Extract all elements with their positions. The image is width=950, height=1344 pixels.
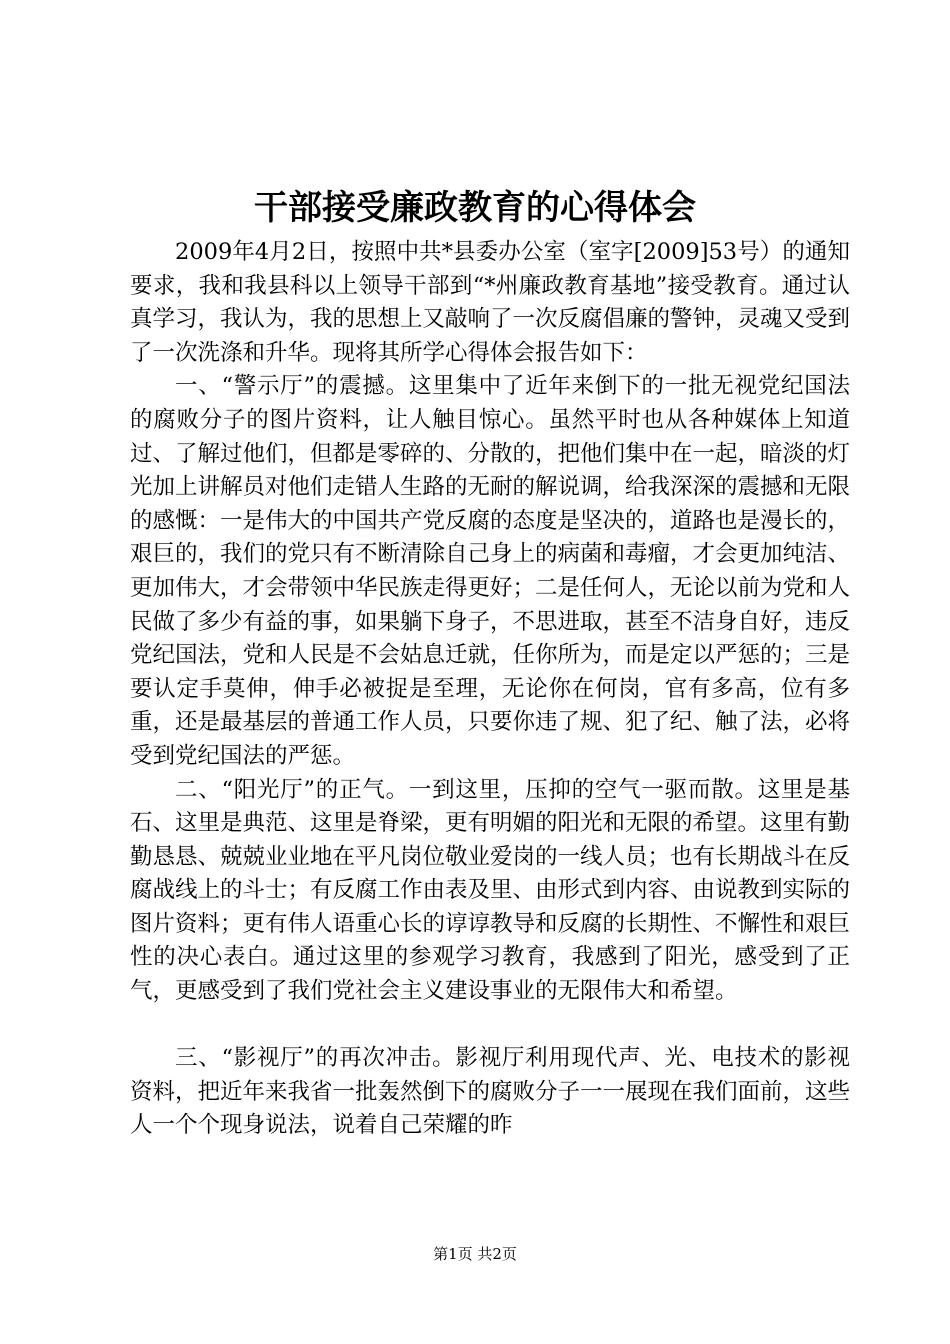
paragraph-intro: 2009年4月2日，按照中共*县委办公室（室字[2009]53号）的通知要求，我和我县科以上领导干部到“*州廉政教育基地”接受教育。通过认真学习，我认为，我的思想上又敲响了一次反腐倡廉的警钟，灵魂又受到了一次洗涤和升华。现将其所学心得体会报告如下： [130, 239, 851, 366]
paragraph-spacer [130, 1009, 850, 1043]
document-title: 干部接受廉政教育的心得体会 [254, 188, 696, 228]
paragraph-section-3: 三、“影视厅”的再次冲击。影视厅利用现代声、光、电技术的影视资料，把近年来我省一批轰然倒下的腐败分子一一展现在我们面前，这些人一个个现身说法，说着自己荣耀的昨 [130, 1045, 851, 1139]
document-body [130, 236, 850, 1143]
page-footer: 第1页 共2页 [433, 1245, 517, 1263]
paragraph-section-2: 二、“阳光厅”的正气。一到这里，压抑的空气一驱而散。这里是基石、这里是典范、这里是脊梁，更有明媚的阳光和无限的希望。这里有勤勤恳恳、兢兢业业地在平凡岗位敬业爱岗的一线人员；也有长期战斗在反腐战线上的斗士；有反腐工作由表及里、由形式到内容、由说教到实际的图片资料；更有伟人语重心长的谆谆教导和反腐的长期性、不懈性和艰巨性的决心表白。通过这里的参观学习教育，我感到了阳光，感受到了正气，更感受到了我们党社会主义建设事业的无限伟大和希望。 [130, 776, 851, 1005]
paragraph-section-1: 一、“警示厅”的震撼。这里集中了近年来倒下的一批无视党纪国法的腐败分子的图片资料，让人触目惊心。虽然平时也从各种媒体上知道过、了解过他们，但都是零碎的、分散的，把他们集中在一起，暗淡的灯光加上讲解员对他们走错人生路的无耐的解说调，给我深深的震撼和无限的感慨：一是伟大的中国共产党反腐的态度是坚决的，道路也是漫长的，艰巨的，我们的党只有不断清除自己身上的病菌和毒瘤，才会更加纯洁、更加伟大，才会带领中华民族走得更好；二是任何人，无论以前为党和人民做了多少有益的事，如果躺下身子，不思进取，甚至不洁身自好，违反党纪国法，党和人民是不会姑息迁就，任你所为，而是定以严惩的；三是要认定手莫伸，伸手必被捉是至理，无论你在何岗，官有多高，位有多重，还是最基层的普通工作人员，只要你违了规、犯了纪、触了法，必将受到党纪国法的严惩。 [130, 373, 851, 769]
